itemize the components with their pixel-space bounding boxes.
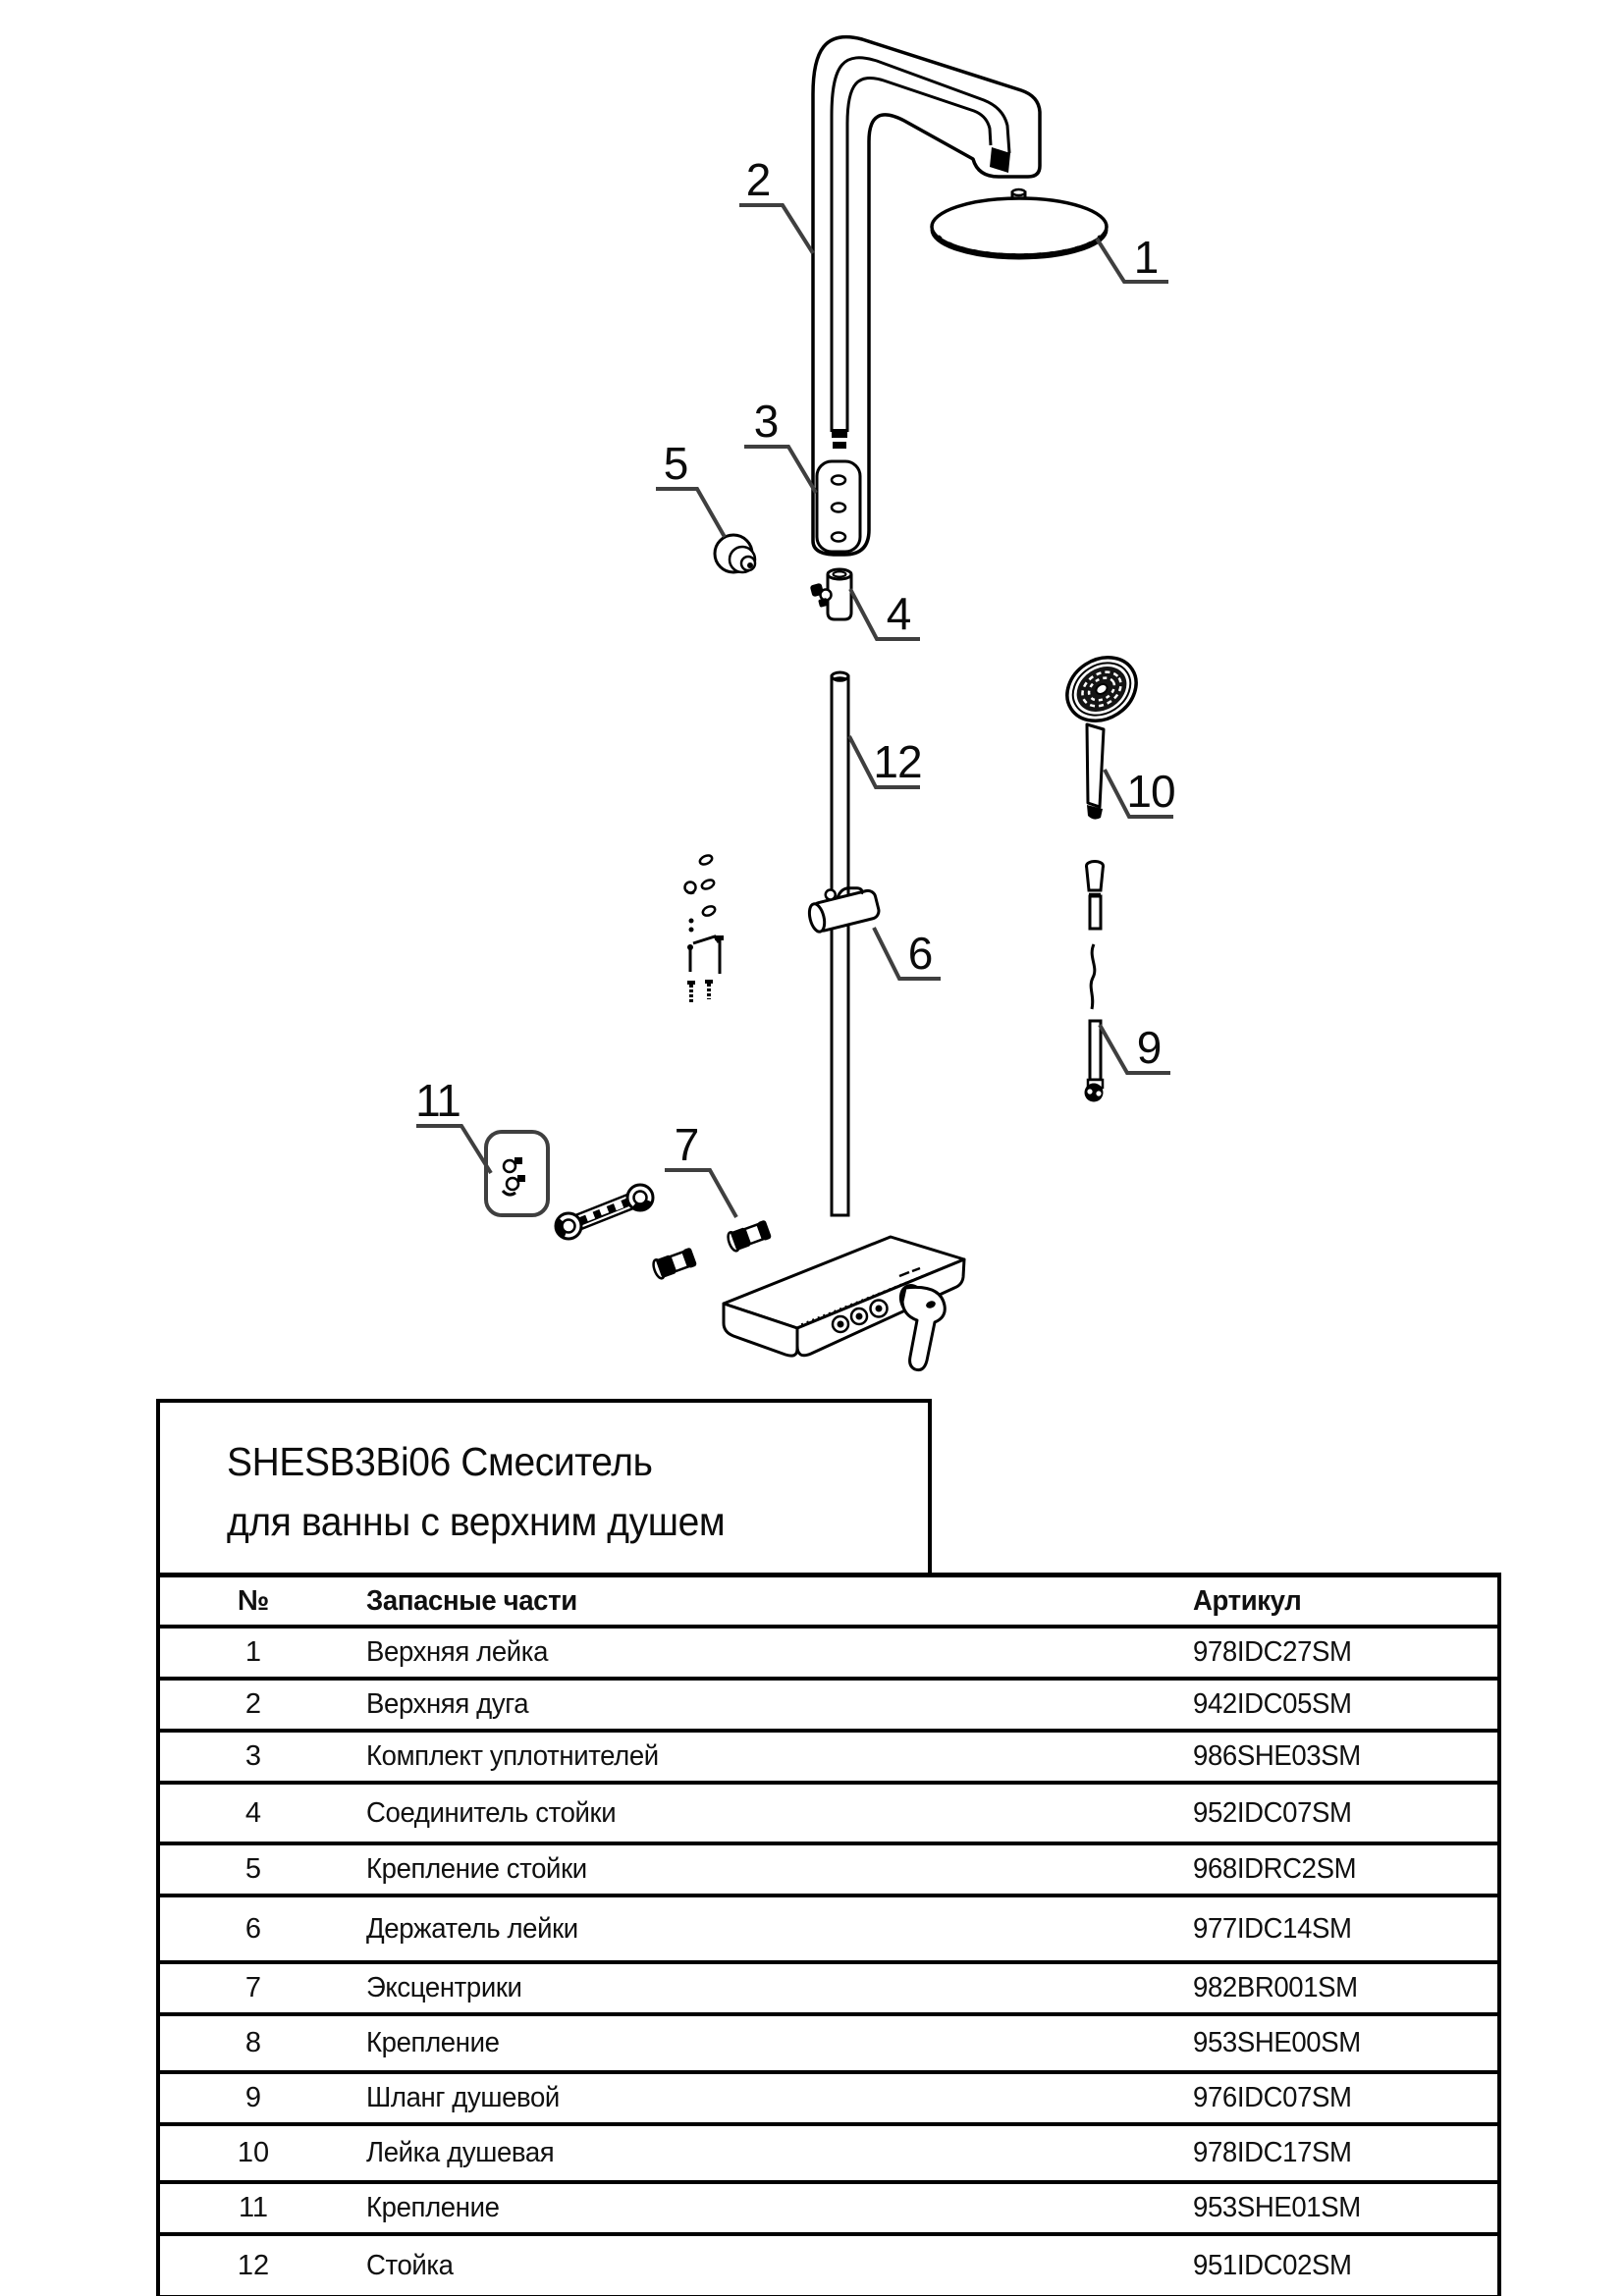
callout-10-number: 10 xyxy=(1126,766,1175,817)
overhead-shower-head-drawing xyxy=(932,189,1107,258)
callout-7-number: 7 xyxy=(674,1119,699,1170)
callout-10 xyxy=(1105,766,1175,817)
mounting-plate-drawing xyxy=(486,1132,548,1215)
callout-12 xyxy=(849,736,922,787)
table-row: 6 Держатель лейки 977IDC14SM xyxy=(160,1897,1497,1964)
column-rod-drawing xyxy=(832,672,848,1215)
table-row: 9 Шланг душевой 976IDC07SM xyxy=(160,2074,1497,2126)
callout-7 xyxy=(665,1119,736,1217)
callout-11 xyxy=(415,1075,491,1173)
column-connector-drawing xyxy=(810,569,851,619)
callout-4 xyxy=(850,588,920,639)
mixer-body-drawing xyxy=(724,1237,964,1370)
table-row: 5 Крепление стойки 968IDRC2SM xyxy=(160,1845,1497,1897)
callout-9 xyxy=(1100,1022,1170,1073)
callout-3 xyxy=(744,396,816,493)
product-title-box xyxy=(156,1399,932,1576)
table-row: 4 Соединитель стойки 952IDC07SM xyxy=(160,1785,1497,1845)
header-no: № xyxy=(237,1584,270,1617)
table-row: 3 Комплект уплотнителей 986SHE03SM xyxy=(160,1733,1497,1785)
callout-3-number: 3 xyxy=(753,396,779,447)
callout-1-number: 1 xyxy=(1133,232,1159,283)
callout-2-number: 2 xyxy=(745,154,771,205)
shower-hose-drawing xyxy=(1085,862,1104,1102)
table-row: 8 Крепление 953SHE00SM xyxy=(160,2016,1497,2074)
callout-12-number: 12 xyxy=(873,736,922,787)
callout-11-number: 11 xyxy=(415,1075,460,1126)
header-parts: Запасные части xyxy=(366,1584,577,1617)
table-header-row xyxy=(160,1577,1497,1629)
callout-6-number: 6 xyxy=(907,928,933,979)
eccentric-fitting-drawing xyxy=(651,1219,772,1279)
callout-5-number: 5 xyxy=(663,438,688,489)
wrench-tool-drawing xyxy=(556,1185,653,1239)
callout-2 xyxy=(739,154,813,253)
seal-kit-drawing xyxy=(817,461,860,552)
fastener-set-drawing xyxy=(685,854,725,1002)
product-title-line2: для ванны с верхним душем xyxy=(227,1499,726,1544)
callout-9-number: 9 xyxy=(1136,1022,1162,1073)
table-row: 2 Верхняя дуга 942IDC05SM xyxy=(160,1681,1497,1733)
callout-4-number: 4 xyxy=(886,588,911,639)
callout-6 xyxy=(874,928,941,979)
table-row: 1 Верхняя лейка 978IDC27SM xyxy=(160,1629,1497,1681)
callout-1 xyxy=(1097,232,1168,283)
product-title-line1: SHESB3Bi06 Смеситель xyxy=(227,1439,653,1484)
wall-bracket-drawing xyxy=(715,535,755,572)
table-row: 12 Стойка 951IDC02SM xyxy=(237,2249,1352,2281)
table-row: 10 Лейка душевая 978IDC17SM xyxy=(160,2126,1497,2184)
table-row: 11 Крепление 953SHE01SM xyxy=(160,2184,1497,2236)
callout-5 xyxy=(656,438,725,537)
table-row: 7 Эксцентрики 982BR001SM xyxy=(160,1964,1497,2016)
header-article: Артикул xyxy=(1193,1584,1302,1617)
spare-parts-table xyxy=(156,1573,1501,2296)
